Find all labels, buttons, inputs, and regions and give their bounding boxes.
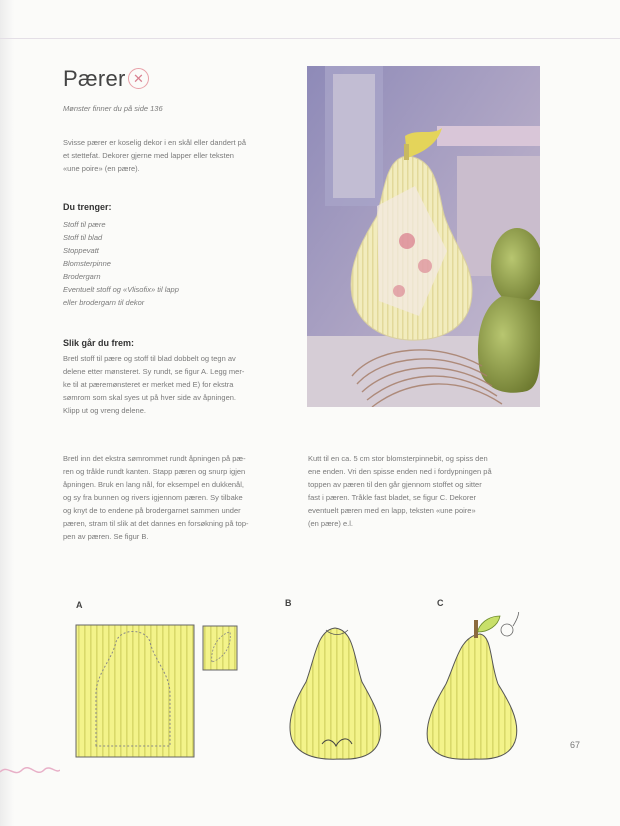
text-line: Kutt til en ca. 5 cm stor blomsterpinnebit, og spiss den — [308, 454, 488, 463]
step-2-text — [63, 452, 249, 543]
pear-photo — [307, 66, 540, 407]
text-line: eventuelt pæren med en lapp, teksten «une poire» — [308, 506, 476, 515]
text-line: Bretl stoff til pære og stoff til blad dobbelt og tegn av — [63, 354, 236, 363]
text-line: ren og tråkle rundt kanten. Stapp pæren og snurp igjen — [63, 467, 246, 476]
figure-b-label: B — [285, 598, 292, 608]
page-title: Pærer — [63, 66, 126, 91]
text-line: og sy fra bunnen og rivers igjennom pæren. Sy tilbake — [63, 493, 243, 502]
figure-b-pear — [290, 628, 381, 759]
page-edge-shadow — [0, 0, 14, 826]
figure-c-pear — [427, 612, 519, 759]
pattern-figures — [60, 612, 620, 762]
intro-line: Svisse pærer er koselig dekor i en skål eller dandert på — [63, 138, 247, 147]
list-item: Stoff til blad — [63, 233, 103, 242]
text-line: ene enden. Vri den spisse enden ned i fordypningen på — [308, 467, 492, 476]
text-line: toppen av pæren til den går gjennom stoffet og sitter — [308, 480, 482, 489]
top-rule — [0, 38, 620, 39]
text-line: delene etter mønsteret. Sy rundt, se figur A. Legg mer- — [63, 367, 245, 376]
figure-c-label: C — [437, 598, 444, 608]
decorative-squiggle — [0, 762, 60, 778]
intro-line: et stettefat. Dekorer gjerne med lapper eller teksten — [63, 151, 234, 160]
step-1-text — [63, 352, 244, 417]
text-line: (en pære) e.l. — [308, 519, 354, 528]
close-icon: ✕ — [128, 68, 149, 89]
text-line: Klipp ut og vreng delene. — [63, 406, 146, 415]
instructions-heading: Slik går du frem: — [63, 338, 135, 348]
text-line: pen av pæren. Se figur B. — [63, 532, 149, 541]
page-number: 67 — [570, 740, 581, 750]
step-3-text — [308, 452, 492, 530]
list-item: Stoppevatt — [63, 246, 99, 255]
text-line: og knyt de to endene på brodergarnet sammen under — [63, 506, 241, 515]
text-line: pæren, stram til slik at det dannes en forsøkning på top- — [63, 519, 249, 528]
figure-a-fabric-piece — [76, 625, 194, 757]
list-item: eller brodergarn til dekor — [63, 298, 145, 307]
list-item: Blomsterpinne — [63, 259, 111, 268]
list-item: Stoff til pære — [63, 220, 106, 229]
text-line: sømrom som skal syes ut på hver side av åpningen. — [63, 393, 236, 402]
intro-line: «une poire» (en pære). — [63, 164, 140, 173]
text-line: Bretl inn det ekstra sømrommet rundt åpningen på pæ- — [63, 454, 246, 463]
materials-heading: Du trenger: — [63, 202, 112, 212]
figure-a-label: A — [76, 600, 83, 610]
list-item: Eventuelt stoff og «Vlisofix» til lapp — [63, 285, 179, 294]
pear-photo-illustration — [307, 66, 540, 407]
list-item: Brodergarn — [63, 272, 101, 281]
text-line: ke til at pæremønsteret er merket med E) for ekstra — [63, 380, 234, 389]
text-line: fast i pæren. Tråkle fast bladet, se figur C. Dekorer — [308, 493, 476, 502]
materials-list — [63, 218, 179, 309]
pattern-reference: Mønster finner du på side 136 — [63, 104, 163, 113]
figure-a-leaf-piece — [203, 626, 237, 670]
text-line: åpningen. Bruk en lang nål, for eksempel en dukkenål, — [63, 480, 244, 489]
intro-text — [63, 136, 246, 175]
